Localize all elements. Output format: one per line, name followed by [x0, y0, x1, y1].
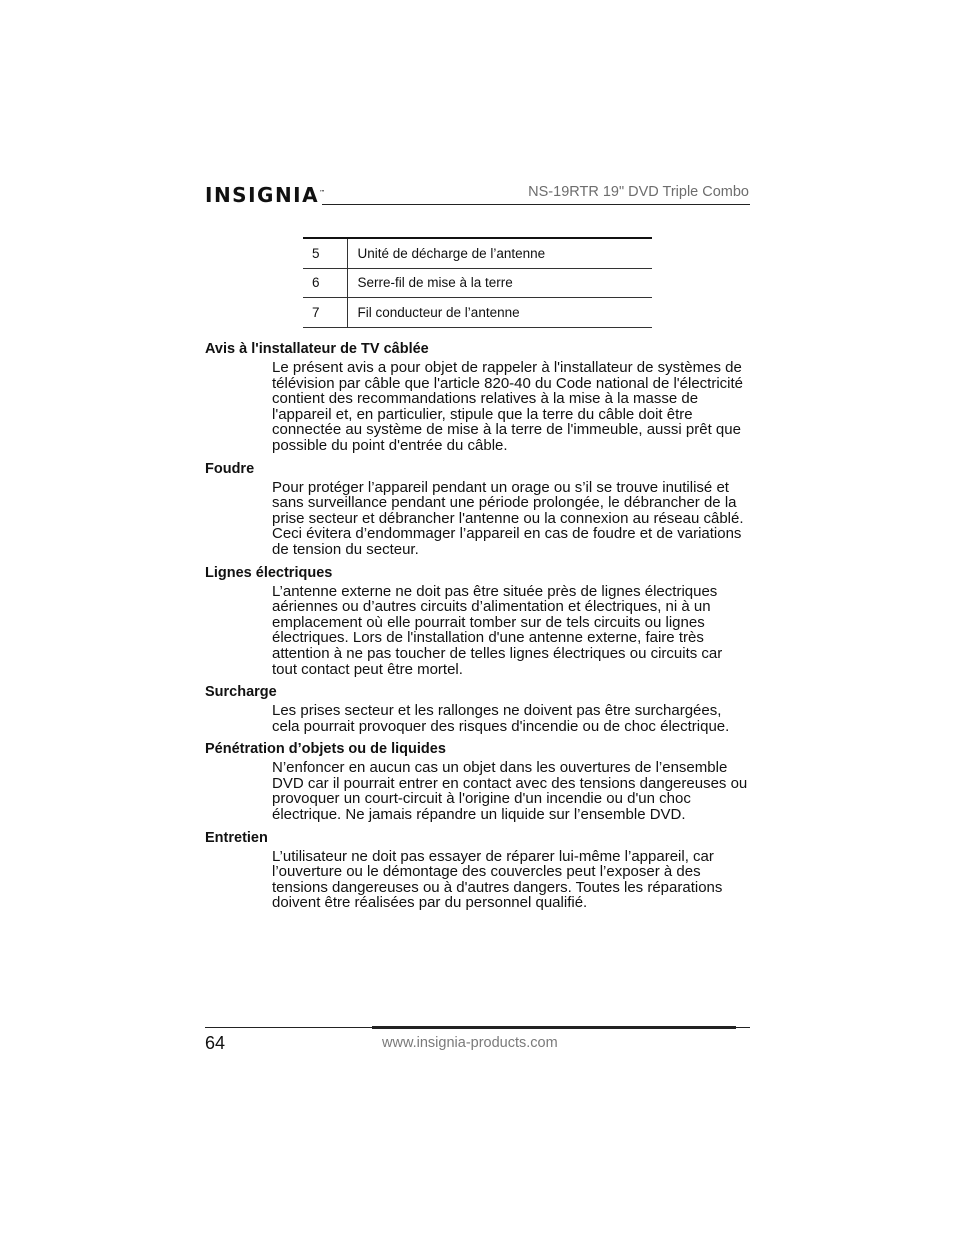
part-description: Fil conducteur de l’antenne [347, 298, 652, 328]
section-body: Les prises secteur et les rallonges ne doivent pas être surchargées, cela pourrait provoquer des risques d'incendie ou de choc électrique. [272, 702, 730, 735]
footer-url: www.insignia-products.com [382, 1035, 558, 1051]
section-servicing [205, 829, 750, 911]
part-description: Unité de décharge de l’antenne [347, 238, 652, 268]
table-row [303, 268, 652, 298]
part-description: Serre-fil de mise à la terre [347, 268, 652, 298]
safety-sections [205, 340, 750, 917]
header-divider [322, 204, 750, 205]
section-power-lines [205, 564, 750, 678]
footer-divider [205, 1027, 372, 1028]
section-overload [205, 683, 750, 734]
document-title: NS-19RTR 19" DVD Triple Combo [528, 184, 749, 200]
section-heading: Surcharge [205, 684, 277, 701]
section-heading: Avis à l'installateur de TV câblée [205, 341, 429, 357]
section-cable-installer [205, 340, 750, 454]
section-heading: Pénétration d’objets ou de liquides [205, 741, 446, 758]
part-number: 5 [303, 238, 347, 268]
page-number: 64 [205, 1033, 226, 1053]
section-body: L’utilisateur ne doit pas essayer de réparer lui-même l’appareil, car l’ouverture ou le démontage des couvercles peut l’exposer à des tensions dangereuses ou à d'autres dangers. Toutes les réparations doivent être réalisées par du personnel qualifié. [272, 847, 723, 912]
parts-table [303, 237, 652, 328]
section-body: N’enfoncer en aucun cas un objet dans les ouvertures de l’ensemble DVD car il pourrait entrer en contact avec des tensions dangereuses ou provoquer un court-circuit à l'origine d'un incendie ou d'un choc électrique. Ne jamais répandre un liquide sur l’ensemble DVD. [272, 759, 748, 824]
footer-divider [736, 1027, 750, 1028]
part-number: 7 [303, 298, 347, 328]
insignia-logo: INSIGNIA™ [205, 183, 326, 207]
footer-divider-thick [372, 1026, 736, 1029]
part-number: 6 [303, 268, 347, 298]
section-lightning [205, 460, 750, 558]
section-body: Pour protéger l’appareil pendant un orage ou s’il se trouve inutilisé et sans surveillance pendant une période prolongée, le débrancher de la prise secteur et débrancher l'antenne ou la connexion au réseau câblé. Ceci évitera d’endommager l’appareil en cas de foudre et de variations de tension du secteur. [272, 478, 744, 558]
section-object-liquid-entry [205, 740, 750, 822]
section-heading: Foudre [205, 460, 255, 477]
section-body: Le présent avis a pour objet de rappeler à l'installateur de systèmes de télévision par câble que l'article 820-40 du Code national de l'électricité contient des recommandations relatives à la mise à la masse de l'appareil et, en particulier, stipule que la terre du câble doit être connectée au système de mise à la terre de l'immeuble, aussi prêt que possible du point d'entrée du câble. [272, 359, 744, 454]
section-body: L’antenne externe ne doit pas être située près de lignes électriques aériennes ou d’autres circuits d’alimentation et électriques, ni à un emplacement où elle pourrait tomber sur de tels circuits ou lignes électriques. Lors de l'installation d'une antenne externe, faire très attention à ne pas toucher de telles lignes électriques ou circuits car tout contact peut être mortel. [272, 582, 723, 678]
table-row [303, 238, 652, 268]
section-heading: Entretien [205, 829, 268, 846]
section-heading: Lignes électriques [205, 564, 333, 581]
table-row [303, 298, 652, 328]
